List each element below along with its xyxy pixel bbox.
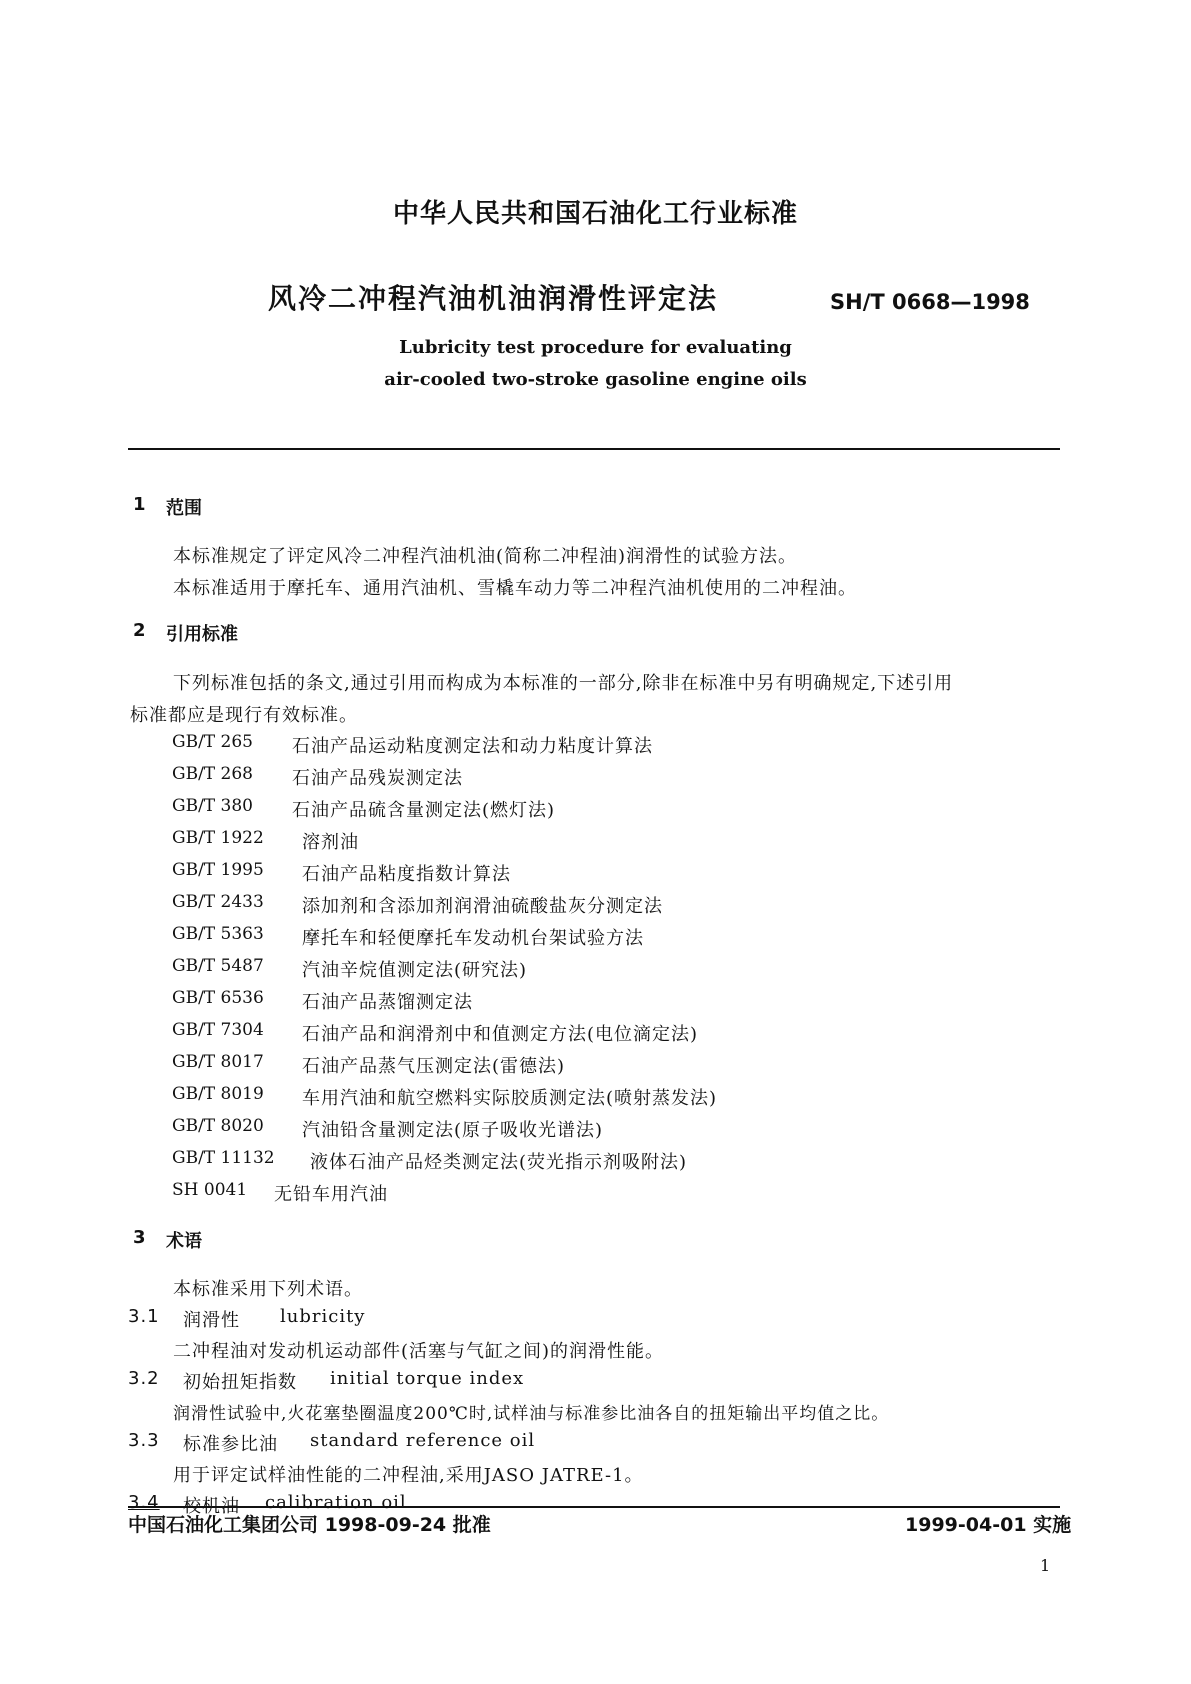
section-2-number: 2	[133, 620, 146, 641]
term-definition: 润滑性试验中,火花塞垫圈温度200℃时,试样油与标准参比油各自的扭矩输出平均值之比。	[173, 1404, 890, 1424]
english-title-line1: Lubricity test procedure for evaluating	[399, 337, 792, 358]
reference-code: GB/T 265	[172, 732, 253, 752]
reference-name: 无铅车用汽油	[274, 1184, 388, 1205]
reference-code: GB/T 2433	[172, 892, 264, 912]
reference-code: GB/T 11132	[172, 1148, 275, 1168]
reference-code: GB/T 8017	[172, 1052, 264, 1072]
reference-code: SH 0041	[172, 1180, 248, 1200]
approval-line: 中国石油化工集团公司 1998-09-24 批准	[128, 1514, 491, 1536]
term-en: initial torque index	[330, 1368, 525, 1389]
doc-title: 风冷二冲程汽油机油润滑性评定法	[268, 282, 719, 315]
reference-name: 石油产品残炭测定法	[292, 768, 463, 789]
page-number: 1	[1040, 1556, 1051, 1575]
reference-name: 车用汽油和航空燃料实际胶质测定法(喷射蒸发法)	[302, 1088, 718, 1109]
term-cn: 初始扭矩指数	[183, 1372, 297, 1393]
section-1-number: 1	[133, 494, 146, 515]
reference-name: 石油产品运动粘度测定法和动力粘度计算法	[292, 736, 653, 757]
reference-code: GB/T 268	[172, 764, 253, 784]
reference-name: 石油产品粘度指数计算法	[302, 864, 511, 885]
section-1-paragraph-1: 本标准规定了评定风冷二冲程汽油机油(简称二冲程油)润滑性的试验方法。	[173, 546, 798, 567]
reference-name: 石油产品和润滑剂中和值测定方法(电位滴定法)	[302, 1024, 699, 1045]
term-en: standard reference oil	[310, 1430, 536, 1451]
section-1-title: 范围	[166, 498, 202, 519]
footer-divider	[128, 1506, 1060, 1508]
term-en: calibration oil	[265, 1492, 407, 1513]
reference-name: 石油产品硫含量测定法(燃灯法)	[292, 800, 556, 821]
section-3-title: 术语	[166, 1231, 202, 1252]
term-cn: 润滑性	[183, 1310, 240, 1331]
term-definition: 用于评定试样油性能的二冲程油,采用JASO JATRE-1。	[173, 1465, 644, 1486]
section-3-number: 3	[133, 1227, 146, 1248]
section-2-paragraph-line-1: 下列标准包括的条文,通过引用而构成为本标准的一部分,除非在标准中另有明确规定,下述引用	[173, 673, 954, 694]
org-title: 中华人民共和国石油化工行业标准	[392, 199, 798, 229]
reference-code: GB/T 5363	[172, 924, 264, 944]
reference-name: 溶剂油	[302, 832, 359, 853]
reference-code: GB/T 1995	[172, 860, 264, 880]
standard-code: SH/T 0668—1998	[830, 290, 1030, 314]
section-3-intro: 本标准采用下列术语。	[173, 1279, 363, 1300]
term-number: 3.2	[128, 1368, 160, 1389]
reference-name: 石油产品蒸馏测定法	[302, 992, 473, 1013]
section-2-title: 引用标准	[166, 624, 238, 645]
effective-date: 1999-04-01 实施	[905, 1514, 1072, 1536]
reference-code: GB/T 8019	[172, 1084, 264, 1104]
term-number: 3.1	[128, 1306, 160, 1327]
reference-code: GB/T 1922	[172, 828, 264, 848]
term-en: lubricity	[280, 1306, 366, 1327]
reference-code: GB/T 380	[172, 796, 253, 816]
reference-name: 石油产品蒸气压测定法(雷德法)	[302, 1056, 566, 1077]
reference-name: 汽油辛烷值测定法(研究法)	[302, 960, 528, 981]
reference-name: 液体石油产品烃类测定法(荧光指示剂吸附法)	[310, 1152, 688, 1173]
reference-code: GB/T 5487	[172, 956, 264, 976]
section-1-paragraph-2: 本标准适用于摩托车、通用汽油机、雪橇车动力等二冲程汽油机使用的二冲程油。	[173, 578, 857, 599]
term-number: 3.3	[128, 1430, 160, 1451]
reference-code: GB/T 8020	[172, 1116, 264, 1136]
section-2-paragraph-line-2: 标准都应是现行有效标准。	[130, 705, 358, 726]
reference-name: 汽油铅含量测定法(原子吸收光谱法)	[302, 1120, 604, 1141]
reference-name: 摩托车和轻便摩托车发动机台架试验方法	[302, 928, 644, 949]
term-number: 3.4	[128, 1492, 160, 1513]
term-cn: 标准参比油	[183, 1434, 278, 1455]
header-divider	[128, 448, 1060, 450]
term-definition: 二冲程油对发动机运动部件(活塞与气缸之间)的润滑性能。	[173, 1341, 665, 1362]
term-cn: 校机油	[183, 1496, 240, 1517]
reference-name: 添加剂和含添加剂润滑油硫酸盐灰分测定法	[302, 896, 663, 917]
reference-code: GB/T 6536	[172, 988, 264, 1008]
reference-code: GB/T 7304	[172, 1020, 264, 1040]
english-title-line2: air-cooled two-stroke gasoline engine oils	[384, 369, 807, 390]
